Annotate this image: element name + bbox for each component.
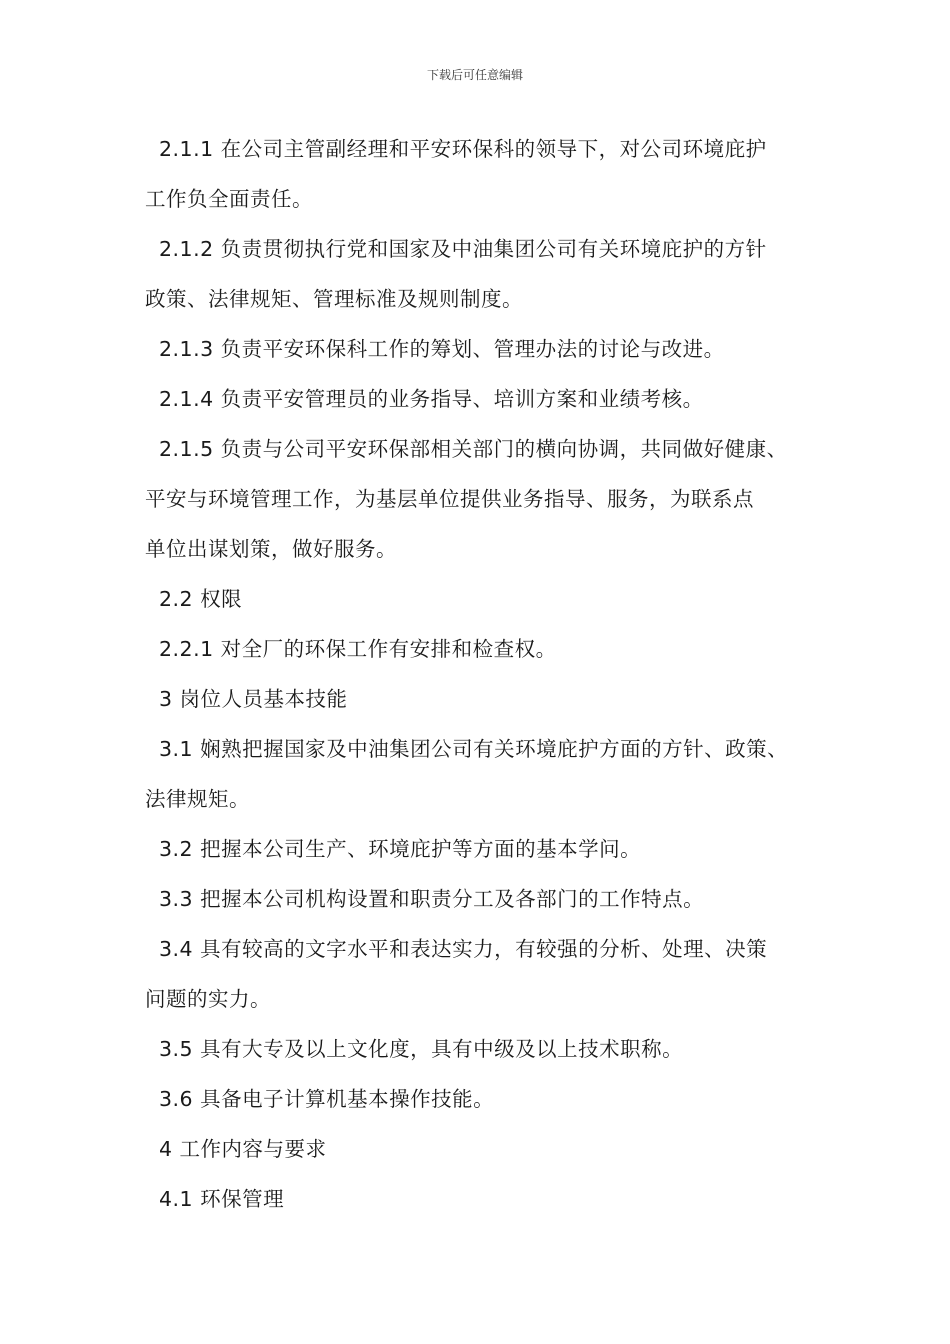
section-heading: 3 岗位人员基本技能 [159,687,348,711]
paragraph-line: 2.1.5 负责与公司平安环保部相关部门的横向协调，共同做好健康、 [159,437,788,461]
paragraph-line: 2.1.1 在公司主管副经理和平安环保科的领导下，对公司环境庇护 [159,137,767,161]
paragraph-line: 单位出谋划策，做好服务。 [145,537,397,561]
paragraph-line: 工作负全面责任。 [145,187,313,211]
paragraph-line: 2.1.2 负责贯彻执行党和国家及中油集团公司有关环境庇护的方针 [159,237,767,261]
paragraph-line: 2.1.3 负责平安环保科工作的筹划、管理办法的讨论与改进。 [159,337,725,361]
document-body [145,124,835,1224]
paragraph-line: 3.2 把握本公司生产、环境庇护等方面的基本学问。 [159,837,642,861]
section-heading: 4.1 环保管理 [159,1187,285,1211]
paragraph-line: 2.1.4 负责平安管理员的业务指导、培训方案和业绩考核。 [159,387,704,411]
section-heading: 4 工作内容与要求 [159,1137,327,1161]
paragraph-line: 3.3 把握本公司机构设置和职责分工及各部门的工作特点。 [159,887,705,911]
paragraph-line: 3.1 娴熟把握国家及中油集团公司有关环境庇护方面的方针、政策、 [159,737,789,761]
page-header: 下载后可任意编辑 [426,68,523,82]
paragraph-line: 3.4 具有较高的文字水平和表达实力，有较强的分析、处理、决策 [159,937,768,961]
paragraph-line: 政策、法律规矩、管理标准及规则制度。 [145,287,523,311]
paragraph-line: 平安与环境管理工作，为基层单位提供业务指导、服务，为联系点 [145,487,754,511]
paragraph-line: 法律规矩。 [145,787,250,811]
paragraph-line: 问题的实力。 [145,987,271,1011]
section-heading: 2.2 权限 [159,587,243,611]
paragraph-line: 2.2.1 对全厂的环保工作有安排和检查权。 [159,637,557,661]
paragraph-line: 3.5 具有大专及以上文化度，具有中级及以上技术职称。 [159,1037,684,1061]
paragraph-line: 3.6 具备电子计算机基本操作技能。 [159,1087,495,1111]
